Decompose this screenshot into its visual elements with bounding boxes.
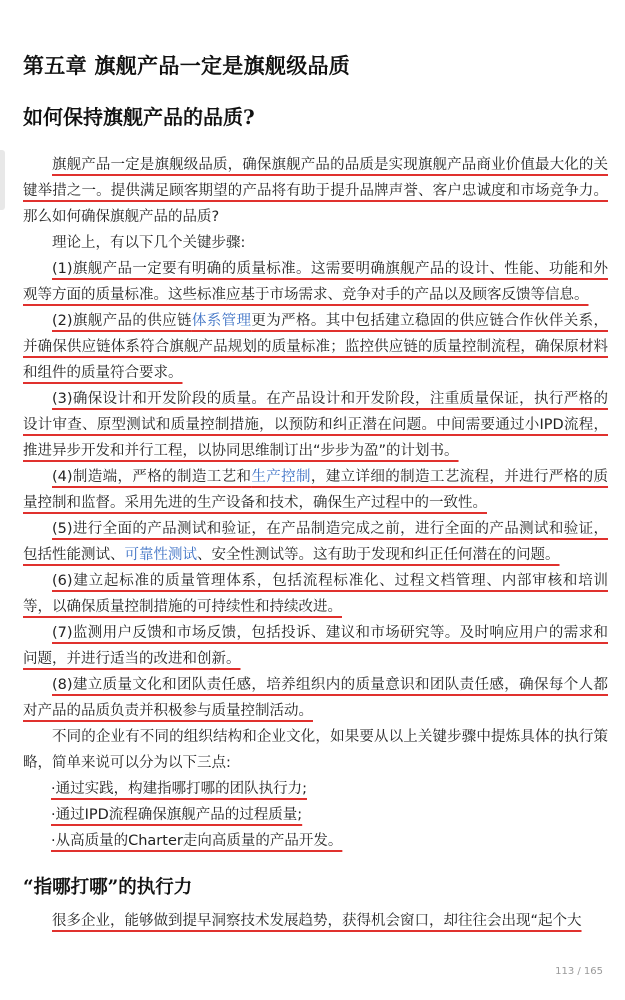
bullet-item bbox=[23, 828, 608, 854]
bullet-item bbox=[23, 802, 608, 828]
link-reliability-test[interactable]: 可靠性测试 bbox=[124, 547, 197, 563]
highlighted-text[interactable]: ·从高质量的Charter走向高质量的产品开发。 bbox=[51, 833, 343, 849]
side-panel-tab[interactable] bbox=[0, 150, 5, 210]
step-8 bbox=[23, 672, 608, 724]
bullet-item bbox=[23, 776, 608, 802]
step-5 bbox=[23, 516, 608, 568]
step-2 bbox=[23, 308, 608, 386]
step-text: (4)制造端，严格的制造工艺和 bbox=[52, 469, 252, 485]
intro-question: 那么如何确保旗舰产品的品质? bbox=[23, 209, 220, 225]
summary-paragraph: 不同的企业有不同的组织结构和企业文化，如果要从以上关键步骤中提炼具体的执行策略，简单来说可以分为以下三点: bbox=[23, 729, 608, 771]
highlighted-text[interactable]: ·通过实践，构建指哪打哪的团队执行力; bbox=[51, 781, 307, 797]
section-title: 如何保持旗舰产品的品质? bbox=[23, 105, 255, 129]
chapter-title: 第五章 旗舰产品一定是旗舰级品质 bbox=[23, 53, 351, 78]
step-4 bbox=[23, 464, 608, 516]
step-text: (5)进行全面的产品测试和验证，在产品制造完成之前，进行全面的产品测试和验证，包括性能测试、 bbox=[23, 521, 608, 563]
page-indicator: 113 / 165 bbox=[555, 966, 603, 977]
step-text: 、安全性测试等。这有助于发现和纠正任何潜在的问题。 bbox=[197, 547, 560, 563]
highlighted-text[interactable]: 很多企业，能够做到提早洞察技术发展趋势，获得机会窗口，却往往会出现“起个大 bbox=[52, 913, 582, 929]
highlighted-text[interactable]: (6)建立起标准的质量管理体系，包括流程标准化、过程文档管理、内部审核和培训等，以确保质量控制措施的可持续性和持续改进。 bbox=[23, 573, 608, 615]
step-text: 更为严格。其中包括建立稳固的供应链合作伙伴关系，并确保供应链体系符合旗舰产品规划的质量标准；监控供应链的质量控制流程，确保原材料和组件的质量符合要求。 bbox=[23, 313, 608, 381]
highlighted-text[interactable]: (1)旗舰产品一定要有明确的质量标准。这需要明确旗舰产品的设计、性能、功能和外观等方面的质量标准。这些标准应基于市场需求、竞争对手的产品以及顾客反馈等信息。 bbox=[23, 261, 608, 303]
highlighted-text[interactable] bbox=[23, 469, 608, 511]
highlighted-text[interactable] bbox=[23, 313, 608, 381]
highlighted-text[interactable]: (7)监测用户反馈和市场反馈，包括投诉、建议和市场研究等。及时响应用户的需求和问题，并进行适当的改进和创新。 bbox=[23, 625, 608, 667]
link-production-control[interactable]: 生产控制 bbox=[251, 469, 311, 485]
step-text: ，建立详细的制造工艺流程，并进行严格的质量控制和监督。采用先进的生产设备和技术，确保生产过程中的一致性。 bbox=[23, 469, 609, 511]
highlighted-text[interactable]: (8)建立质量文化和团队责任感，培养组织内的质量意识和团队责任感，确保每个人都对产品的品质负责并积极参与质量控制活动。 bbox=[23, 677, 608, 719]
highlighted-text[interactable] bbox=[23, 521, 608, 563]
steps-intro: 理论上，有以下几个关键步骤: bbox=[52, 235, 246, 251]
continuing-paragraph bbox=[23, 908, 623, 934]
highlighted-text[interactable]: 旗舰产品一定是旗舰级品质，确保旗舰产品的品质是实现旗舰产品商业价值最大化的关键举措之一。提供满足顾客期望的产品将有助于提升品牌声誉、客户忠诚度和市场竞争力。 bbox=[23, 157, 608, 199]
step-3 bbox=[23, 386, 608, 464]
highlighted-text[interactable]: (3)确保设计和开发阶段的质量。在产品设计和开发阶段，注重质量保证，执行严格的设计审查、原型测试和质量控制措施，以预防和纠正潜在问题。中间需要通过小IPD流程，推进异步开发和并行工程，以协同思维制订出“步步为盈”的计划书。 bbox=[23, 391, 608, 459]
document-body bbox=[23, 152, 608, 854]
subsection-title: “指哪打哪”的执行力 bbox=[23, 877, 193, 898]
step-1 bbox=[23, 256, 608, 308]
intro-paragraph bbox=[23, 152, 608, 230]
step-7 bbox=[23, 620, 608, 672]
link-supply-chain-management[interactable]: 体系管理 bbox=[191, 313, 252, 329]
step-6 bbox=[23, 568, 608, 620]
step-text: (2)旗舰产品的供应链 bbox=[52, 313, 192, 329]
highlighted-text[interactable]: ·通过IPD流程确保旗舰产品的过程质量; bbox=[51, 807, 303, 823]
